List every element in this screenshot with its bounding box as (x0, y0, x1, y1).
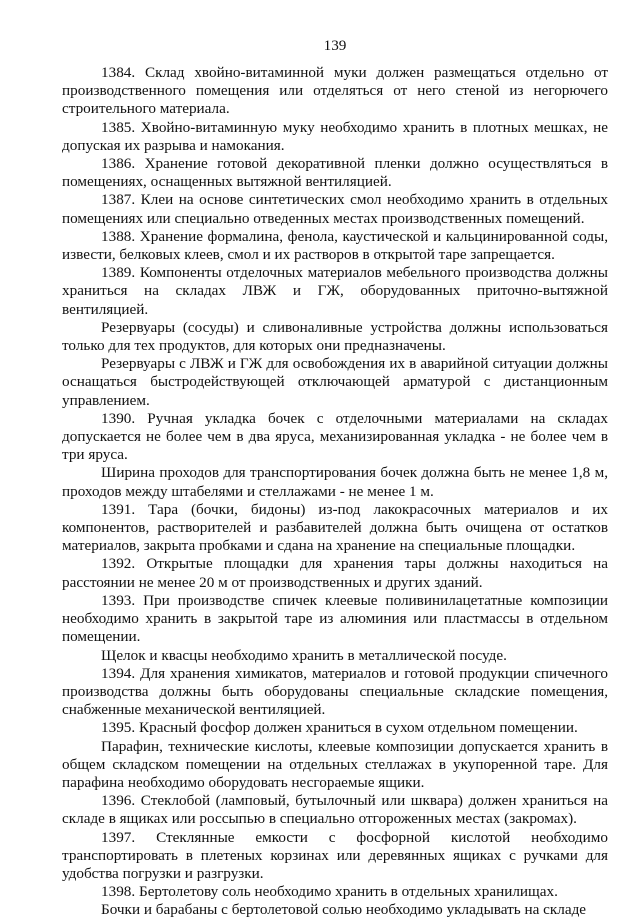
page-number: 139 (323, 37, 347, 54)
paragraph-1384: 1384. Склад хвойно-витаминной муки должен размещаться отдельно от производственного помещения или отделяться от него стеной из негорючего строительного материала. (62, 64, 608, 118)
paragraph-1396: 1396. Стеклобой (ламповый, бутылочный или шквара) должен храниться на складе в ящиках или россыпью в специально отгороженных местах (закромах). (62, 792, 608, 828)
paragraph-1397: 1397. Стеклянные емкости с фосфорной кислотой необходимо транспортировать в плетеных корзинах или деревянных ящиках с ручками для удобства погрузки и разгрузки. (62, 828, 608, 882)
paragraph-1391: 1391. Тара (бочки, бидоны) из-под лакокрасочных материалов и их компонентов, растворителей и разбавителей должна быть очищена от остатков материалов, закрыта пробками и сдана на хранение на специальные площадки. (62, 500, 608, 555)
paragraph-1390-passages: Ширина проходов для транспортирования бочек должна быть не менее 1,8 м, проходов между штабелями и стеллажами - не менее 1 м. (62, 464, 608, 500)
paragraph-1389-emergency: Резервуары с ЛВЖ и ГЖ для освобождения их в аварийной ситуации должны оснащаться быстродействующей отключающей арматурой с дистанционным управлением. (62, 355, 608, 409)
paragraph-1388: 1388. Хранение формалина, фенола, каустической и кальцинированной соды, извести, белковых клеев, смол и их растворов в открытой таре запрещается. (62, 227, 608, 264)
paragraph-1392: 1392. Открытые площадки для хранения тары должны находиться на расстоянии не менее 20 м от производственных и других зданий. (62, 555, 608, 591)
paragraph-1395: 1395. Красный фосфор должен храниться в сухом отдельном помещении. (101, 719, 578, 737)
paragraph-1393-alkali: Щелок и квасцы необходимо хранить в металлической посуде. (101, 646, 507, 664)
document-body (62, 64, 608, 920)
paragraph-1395-paraffin: Парафин, технические кислоты, клеевые композиции допускается хранить в общем складском помещении на отдельных стеллажах в укупоренной таре. Для парафина необходимо оборудовать несгораемые ящики. (62, 737, 608, 791)
paragraph-1398: 1398. Бертолетову соль необходимо хранить в отдельных хранилищах. (101, 883, 558, 901)
paragraph-1386: 1386. Хранение готовой декоративной пленки должно осуществляться в помещениях, оснащенных вытяжной вентиляцией. (62, 155, 608, 191)
paragraph-1394: 1394. Для хранения химикатов, материалов и готовой продукции спичечного производства должны быть оборудованы специальные складские помещения, снабженные механической вентиляцией. (62, 664, 608, 719)
paragraph-1390: 1390. Ручная укладка бочек с отделочными материалами на складах допускается не более чем в два яруса, механизированная укладка - не более чем в три яруса. (62, 409, 608, 464)
paragraph-1387: 1387. Клеи на основе синтетических смол необходимо хранить в отдельных помещениях или специально отведенных местах производственных помещений. (62, 191, 608, 227)
paragraph-1393: 1393. При производстве спичек клеевые поливинилацетатные композиции необходимо хранить в закрытой таре из алюминия или пластмассы в отдельном помещении. (62, 591, 608, 646)
paragraph-1389-reservoirs: Резервуары (сосуды) и сливоналивные устройства должны использоваться только для тех продуктов, для которых они предназначены. (62, 318, 608, 355)
paragraph-1385: 1385. Хвойно-витаминную муку необходимо хранить в плотных мешках, не допуская их разрыва и намокания. (62, 118, 608, 154)
document-page (62, 0, 608, 919)
paragraph-1398-barrels: Бочки и барабаны с бертолетовой солью необходимо укладывать на складе (101, 901, 587, 919)
paragraph-1389: 1389. Компоненты отделочных материалов мебельного производства должны храниться на складах ЛВЖ и ГЖ, оборудованных приточно-вытяжной вентиляцией. (62, 264, 608, 318)
